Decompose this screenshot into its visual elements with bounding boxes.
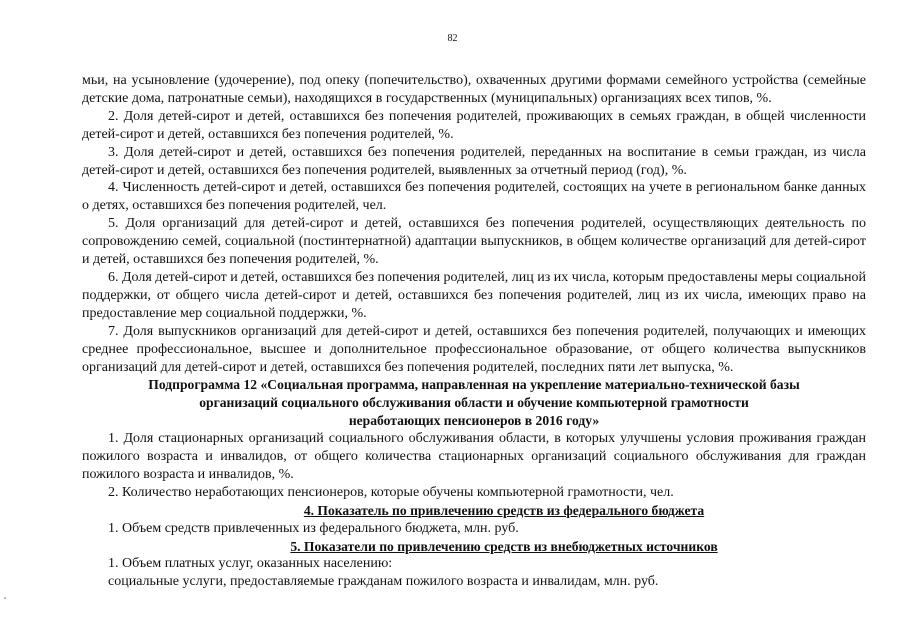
indicator-item-4: 4. Численность детей-сирот и детей, оставшихся без попечения родителей, состоящих на учете в региональном банке данных о детях, оставшихся без попечения родителей, чел. (82, 180, 866, 214)
indicator-item-2: 2. Доля детей-сирот и детей, оставшихся без попечения родителей, проживающих в семьях граждан, в общей численности детей-сирот и детей, оставшихся без попечения родителей, %. (82, 108, 866, 142)
paragraph-continuation: мьи, на усыновление (удочерение), под опеку (попечительство), охваченных другими формами семейного устройства (семейные детские дома, патронатные семьи), находящихся в государственных (муниципальных) организациях всех типов, %. (82, 73, 866, 106)
indicator-item-5: 5. Доля организаций для детей-сирот и детей, оставшихся без попечения родителей, осуществляющих деятельность по сопровождению семей, социальной (постинтернатной) адаптации выпускников, в общем количестве организаций для детей-сирот и детей, оставшихся без попечения родителей, %. (82, 216, 866, 268)
indicator-item-6: 6. Доля детей-сирот и детей, оставшихся без попечения родителей, лиц из их числа, которым предоставлены меры социальной поддержки, от общего числа детей-сирот и детей, оставшихся без попечения родителей, лиц из их числа, имеющих право на предоставление мер социальной поддержки, %. (82, 269, 866, 321)
section-5-item-2: социальные услуги, предоставляемые гражданам пожилого возраста и инвалидам, млн. руб. (108, 574, 659, 590)
subprogram-item-1: 1. Доля стационарных организаций социального обслуживания области, в которых улучшены условия проживания граждан пожилого возраста и инвалидов, от общего количества стационарных организаций социального обслуживания для граждан пожилого возраста и инвалидов, %. (82, 431, 866, 482)
subprogram-heading-line-3: неработающих пенсионеров в 2016 году» (348, 413, 600, 429)
section-5-heading: 5. Показатели по привлечению средств из внебюджетных источников (290, 538, 718, 554)
subprogram-heading-line-1: Подпрограмма 12 «Социальная программа, направленная на укрепление материально-технической базы (148, 377, 800, 393)
indicator-item-7: 7. Доля выпускников организаций для детей-сирот и детей, оставшихся без попечения родителей, получающих и имеющих среднее профессиональное, высшее и дополнительное профессиональное образование, от общего количества выпускников организаций для детей-сирот и детей, оставшихся без попечения родителей, последних пяти лет выпуска, %. (82, 323, 866, 375)
subprogram-item-2: 2. Количество неработающих пенсионеров, которые обучены компьютерной грамотности, чел. (108, 484, 674, 500)
section-4-item-1: 1. Объем средств привлеченных из федерального бюджета, млн. руб. (108, 520, 519, 536)
section-5-item-1: 1. Объем платных услуг, оказанных населению: (108, 556, 393, 572)
document-body (82, 72, 866, 591)
scan-artifact (4, 597, 6, 599)
subprogram-heading-line-2: организаций социального обслуживания области и обучение компьютерной грамотности (199, 395, 749, 411)
section-4-heading: 4. Показатель по привлечению средств из федерального бюджета (303, 502, 705, 518)
indicator-item-3: 3. Доля детей-сирот и детей, оставшихся без попечения родителей, переданных на воспитание в семьи граждан, из числа детей-сирот и детей, оставшихся без попечения родителей, выявленных за отчетный период (год), %. (82, 144, 866, 178)
page-number: 82 (447, 33, 458, 44)
